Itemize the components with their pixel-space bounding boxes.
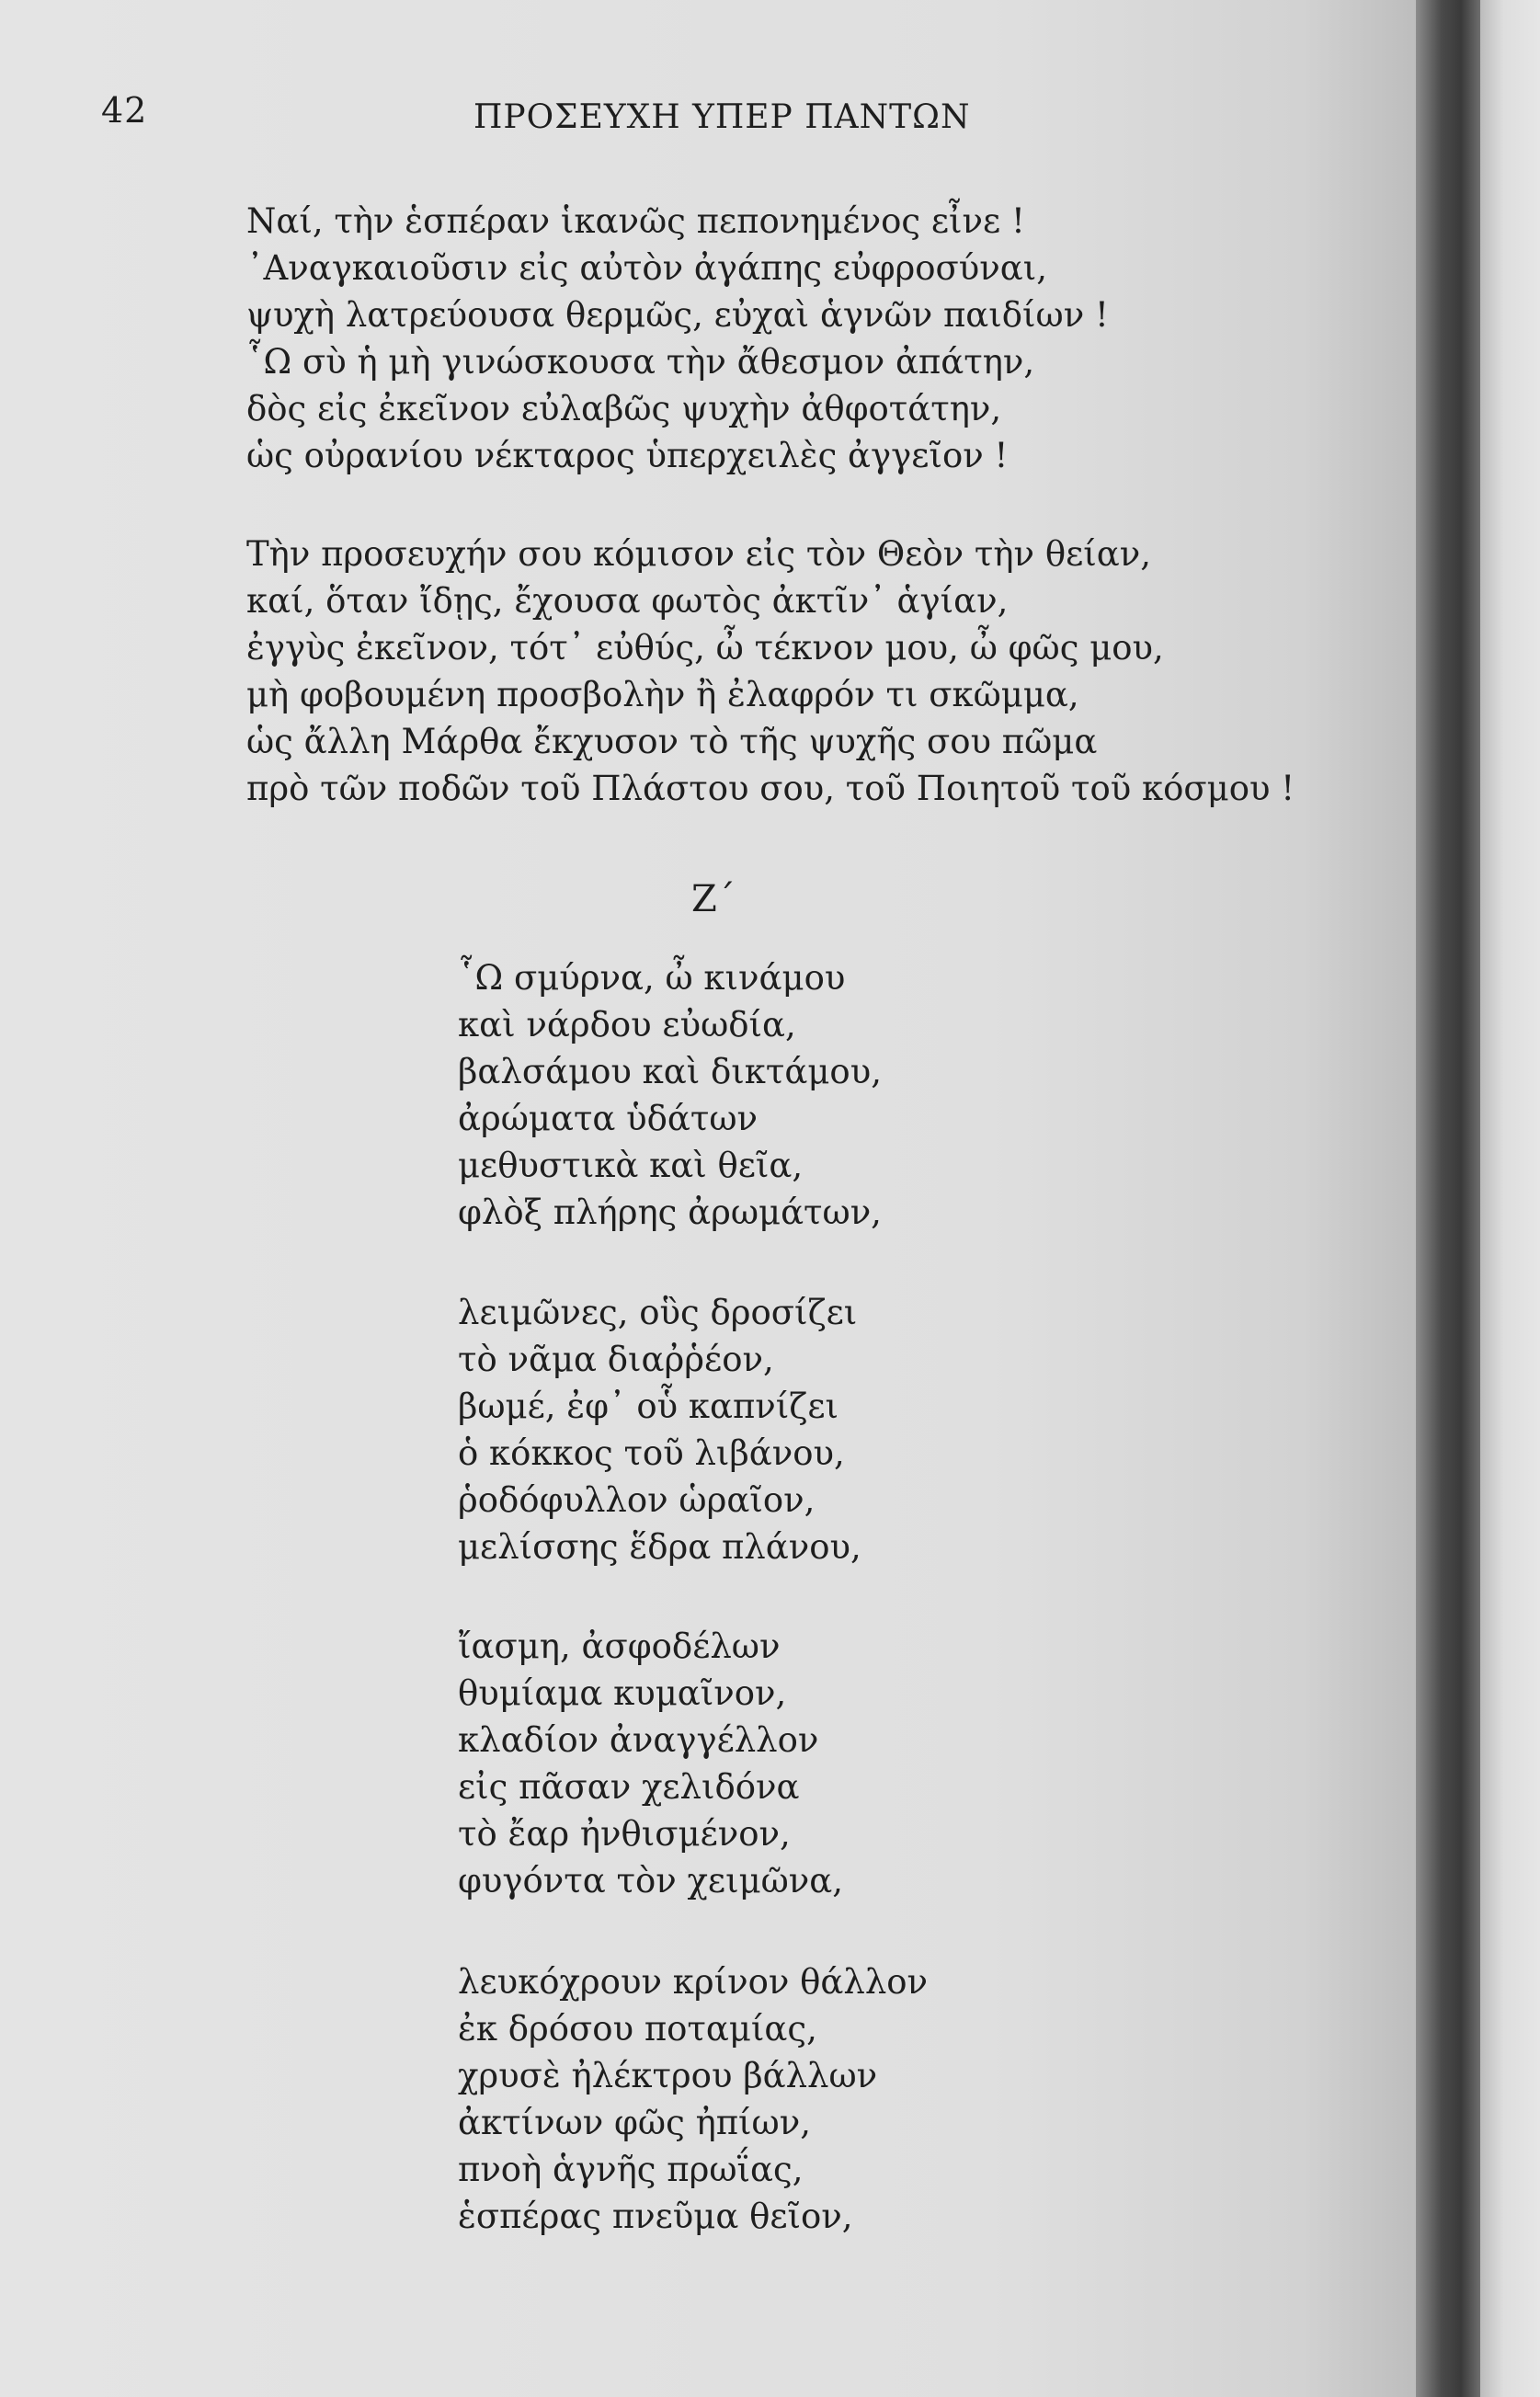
verse-line: πρὸ τῶν ποδῶν τοῦ Πλάστου σου, τοῦ Ποιητοῦ τοῦ κόσμου !	[246, 769, 1295, 808]
verse-line: Τὴν προσευχήν σου κόμισον εἰς τὸν Θεὸν τὴν θείαν,	[246, 534, 1152, 574]
verse-line: μελίσσης ἕδρα πλάνου,	[458, 1527, 861, 1567]
verse-line: ψυχὴ λατρεύουσα θερμῶς, εὐχαὶ ἁγνῶν παιδίων !	[246, 295, 1109, 335]
verse-line: μὴ φοβουμένη προσβολὴν ἢ ἐλαφρόν τι σκῶμμα,	[246, 675, 1079, 714]
verse-line: φλὸξ πλήρης ἀρωμάτων,	[458, 1193, 882, 1232]
verse-line: ὁ κόκκος τοῦ λιβάνου,	[458, 1433, 845, 1473]
verse-line: λευκόχρουν κρίνον θάλλον	[458, 1962, 929, 2002]
verse-line: βωμέ, ἐφ᾿ οὗ καπνίζει	[458, 1387, 839, 1426]
verse-line: λειμῶνες, οὓς δροσίζει	[458, 1293, 858, 1332]
verse-line: ᾿Αναγκαιοῦσιν εἰς αὐτὸν ἀγάπης εὐφροσύναι,	[246, 248, 1047, 288]
stanza	[458, 1958, 928, 2240]
verse-line: κλαδίον ἀναγγέλλον	[458, 1720, 819, 1760]
verse-line: ὡς ἄλλη Μάρθα ἔκχυσον τὸ τῆς ψυχῆς σου πῶμα	[246, 722, 1098, 761]
verse-line: καί, ὅταν ἴδῃς, ἔχουσα φωτὸς ἀκτῖν᾿ ἁγίαν,	[246, 581, 1009, 621]
stanza	[246, 531, 1295, 812]
verse-line: εἰς πᾶσαν χελιδόνα	[458, 1767, 800, 1807]
verse-line: ἀκτίνων φῶς ἠπίων,	[458, 2103, 811, 2142]
verse-line: χρυσὲ ἠλέκτρου βάλλων	[458, 2056, 878, 2095]
stanza	[246, 198, 1109, 479]
verse-line: καὶ νάρδου εὐωδία,	[458, 1005, 796, 1044]
verse-line: πνοὴ ἁγνῆς πρωΐας,	[458, 2150, 804, 2189]
verse-line: ῟Ω σὺ ἡ μὴ γινώσκουσα τὴν ἄθεσμον ἀπάτην,	[246, 342, 1035, 382]
verse-line: φυγόντα τὸν χειμῶνα,	[458, 1861, 844, 1900]
verse-line: ῟Ω σμύρνα, ὦ κινάμου	[458, 958, 846, 998]
verse-line: ἑσπέρας πνεῦμα θεῖον,	[458, 2197, 853, 2236]
running-head: ΠΡΟΣΕΥΧΗ ΥΠΕΡ ΠΑΝΤΩΝ	[473, 98, 971, 136]
verse-line: ἴασμη, ἀσφοδέλων	[458, 1627, 781, 1666]
verse-line: Ναί, τὴν ἑσπέραν ἱκανῶς πεπονημένος εἶνε !	[246, 201, 1025, 241]
book-page-edge	[1480, 0, 1540, 2397]
verse-line: μεθυστικὰ καὶ θεῖα,	[458, 1146, 804, 1185]
stanza	[458, 1623, 843, 1904]
verse-line: δὸς εἰς ἐκεῖνον εὐλαβῶς ψυχὴν ἀθφοτάτην,	[246, 389, 1002, 428]
book-spine-shadow	[1416, 0, 1480, 2397]
stanza	[458, 1289, 861, 1570]
verse-line: ἀρώματα ὑδάτων	[458, 1099, 759, 1138]
verse-line: ὡς οὐρανίου νέκταρος ὑπερχειλὲς ἀγγεῖον !	[246, 436, 1009, 475]
page-number: 42	[101, 90, 148, 131]
verse-line: τὸ ἔαρ ἠνθισμένον,	[458, 1814, 791, 1854]
verse-line: θυμίαμα κυμαῖνον,	[458, 1673, 787, 1713]
verse-line: ῥοδόφυλλον ὡραῖον,	[458, 1480, 816, 1520]
verse-line: βαλσάμου καὶ δικτάμου,	[458, 1052, 882, 1091]
section-mark: Z΄	[691, 878, 736, 920]
verse-line: ἐκ δρόσου ποταμίας,	[458, 2009, 817, 2049]
verse-line: τὸ νᾶμα διαῤῥέον,	[458, 1340, 774, 1379]
verse-line: ἐγγὺς ἐκεῖνον, τότ᾿ εὐθύς, ὦ τέκνον μου, ὦ φῶς μου,	[246, 628, 1164, 668]
stanza	[458, 954, 882, 1236]
